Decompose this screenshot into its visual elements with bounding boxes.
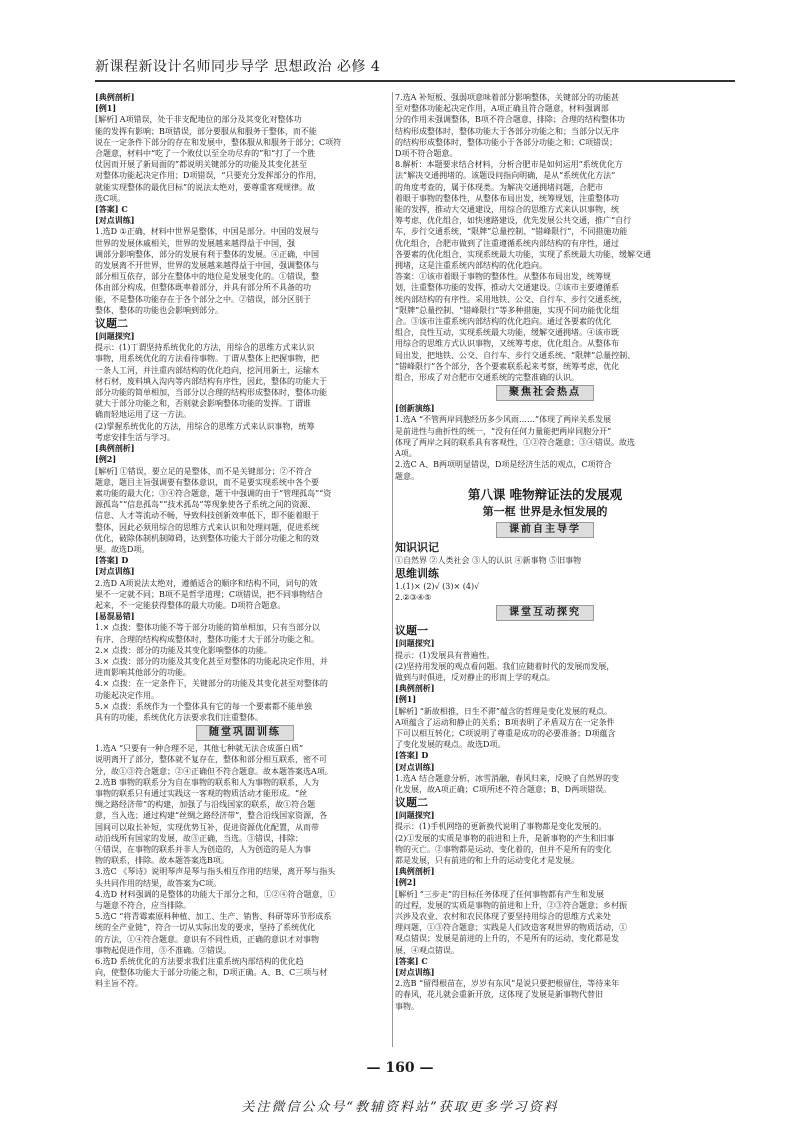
section-heading: 议题二 [95, 317, 128, 331]
label-line: [典例剖析] [395, 683, 435, 694]
text-line: 料主旨不符。 [95, 979, 143, 989]
text-line: 划，注重整体功能的发挥，推动大交通建设。②该市主要遵循系 [395, 283, 619, 293]
label-line: [问题探究] [395, 810, 435, 821]
text-line: 物的联系，排除。故本题答案选B项。 [95, 856, 229, 866]
text-line: 1.选A “只要有一种合理不足，其他七种就无法合成蛋白质” [95, 744, 304, 754]
text-line: (2)掌握系统优化的方法，用综合的思维方式来认识事物，统筹 [95, 421, 315, 431]
text-line: (2)①发展的实质是事物的前进和上升，是新事物的产生和旧事 [395, 833, 615, 843]
label-line: [创新演练] [395, 403, 435, 414]
text-line: (2)坚持用发展的观点看问题。我们应随着时代的发展而发展， [395, 661, 615, 671]
text-line: A项蕴含了运动和静止的关系；B项表明了矛盾双方在一定条件 [395, 717, 615, 727]
text-line: 素功能的最大化；③④符合题意，题干中强调的由于“管理孤岛”“资 [95, 488, 332, 498]
label-line: [典例剖析] [95, 443, 135, 454]
text-line: 8.解析：本题要求结合材料，分析合肥市是如何运用“系统优化方 [395, 160, 623, 170]
label-line: [典例剖析] [95, 92, 135, 102]
text-line: 1.(1)× (2)√ (3)× (4)√ [395, 581, 480, 591]
text-line: 果。故选D项。 [95, 544, 150, 554]
text-line: 1.选D ①正确，材料中世界是整体，中国是部分。中国的发展与 [95, 227, 319, 237]
text-line: 观点错误；发展是前进的上升的，不是所有的运动、变化都是发 [395, 934, 619, 944]
text-line: 3.选C 《琴诗》说明琴声是琴与指头相互作用的结果，离开琴与指头 [95, 867, 336, 877]
text-line: 说在一定条件下部分的存在和发展中，整体服从和服务于部分；C项符 [95, 137, 342, 147]
text-line: 部分相互依存，部分在整体中的地位是发展变化的。①错误，整 [95, 272, 319, 282]
text-line: D项不符合题意。 [395, 149, 458, 159]
label-line: [典例剖析] [395, 866, 435, 877]
text-line: 3.× 点拨：部分的功能及其变化甚至对整体的功能起决定作用，并 [95, 656, 328, 666]
text-line: 起来，不一定能获得整体的最大功能。D项符合题意。 [95, 600, 286, 610]
section-banner-label: 课堂互动探究 [496, 605, 594, 621]
text-line: 具有的功能，系统优化方法要求我们注重整体。 [95, 712, 263, 722]
text-line: 的过程，发展的实质是事物的前进和上升，②③符合题意；乡村振 [395, 900, 627, 910]
text-line: 2.选B “留得根苗在，岁岁有东风”是说只要把根留住，等待来年 [395, 979, 620, 989]
text-line: 统的全产业链”，符合一切从实际出发的要求，坚持了系统优化 [95, 923, 316, 933]
text-line: 进而影响其他部分的功能。 [95, 668, 191, 678]
text-line: 事物的联系只有通过实践这一客观的物质活动才能形成。“丝 [95, 788, 308, 798]
text-line: 4.× 点拨：在一定条件下，关键部分的功能及其变化甚至对整体的 [95, 679, 328, 689]
text-line: 的结构形成整体时，整体功能小于各部分功能之和；C项错误； [395, 137, 618, 147]
section-heading: 议题二 [395, 796, 428, 810]
label-line: [答案] C [395, 955, 428, 966]
section-heading: 思维训练 [395, 566, 439, 580]
text-line: 就能实现整体的最优目标”的说法太绝对，要尊重客观规律。故 [95, 182, 316, 192]
text-line: 确而轻地运用了这一方法。 [95, 410, 191, 420]
text-line: 合。③该市注重系统内部结构的优化趋向。通过各要素的优化 [395, 317, 611, 327]
text-line: [解析] “新故相推，日生不滞”蕴含的哲理是变化发展的观点。 [395, 706, 612, 716]
text-line: [解析] A项错误，处于非支配地位的部分及其变化对整体功 [95, 115, 302, 125]
text-line: 整体，因此必须用综合的思维方式来认识和处理问题，促进系统 [95, 522, 319, 532]
label-line: [答案] D [95, 555, 129, 566]
text-line: 调部分影响整体，部分的发展有利于整体的发展。④正确，中国 [95, 249, 319, 259]
running-header [95, 50, 735, 82]
text-line: 分，故①③符合题意；②④正确但不符合题意。故本题答案选A项。 [95, 766, 333, 776]
text-line: 6.选D 系统优化的方法要求我们注重系统内部结构的优化趋 [95, 957, 304, 967]
text-line: 5.选C “将青霉素原料种植、加工、生产、销售、科研等环节形成系 [95, 912, 332, 922]
text-line: 统内部结构的有序性。采用地铁、公交、自行车、步行交通系统， [395, 294, 627, 304]
text-line: 一条人工河，并注重内部结构的优化趋向，挖河用新土，运输木 [95, 365, 319, 375]
text-line: 1.× 点拨：整体功能不等于部分功能的简单相加，只有当部分以 [95, 623, 320, 633]
text-line: 事物起促进作用，③不准确。②错误。 [95, 945, 231, 955]
label-line: [对点训练] [395, 761, 435, 772]
text-line: 局出发，把地铁、公交、自行车、步行交通系统、“限牌”总量控制、 [395, 350, 636, 360]
section-banner [395, 605, 695, 621]
subchapter-title: 第一框 世界是永恒发展的 [482, 504, 608, 518]
text-line: 2.选C A、B两项明显错误，D项是经济生活的观点，C项符合 [395, 460, 612, 470]
text-line: 下可以相互转化；C项说明了尊重是成功的必要准备；D项蕴含 [395, 728, 616, 738]
text-line: 车，步行交通系统，“限牌”总量控制、“错峰限行”，不同措施功能 [395, 227, 628, 237]
right-column [395, 92, 695, 1012]
text-line: 题意。 [395, 471, 419, 481]
page-number: — 160 — [366, 1060, 434, 1076]
label-line: [例1] [395, 694, 417, 705]
label-line: [例2] [95, 454, 117, 465]
text-line: 展，④观点错误。 [395, 945, 459, 955]
label-line: [问题探究] [95, 331, 135, 342]
text-line: 提示：(1)手机网络的更新换代说明了事物都是变化发展的。 [395, 822, 607, 832]
text-line: 功能起决定作用。 [95, 690, 159, 700]
text-line: “错峰限行”各个部分，各个要素联系起来考察，统筹考虑，优化 [395, 361, 620, 371]
text-line: 2.选D A项说法太绝对，遵循适合的顺序和结构不同，词句的效 [95, 578, 318, 588]
text-line: 5.× 点拨：系统作为一个整体具有它的每一个要素都不能单独 [95, 701, 312, 711]
text-line: 组合，形成了对合肥市交通系统的完整准确的认识。 [395, 373, 579, 383]
text-line: 整体，整体的功能也会影响到部分。 [95, 305, 223, 315]
section-banner-label: 随堂巩固训练 [196, 725, 294, 741]
text-line: 就大于部分功能之和，否则就会影响整体功能的发挥。丁谓谁 [95, 399, 311, 409]
text-line: 拥堵，这是注重系统内部结构的优化趋向。 [395, 261, 547, 271]
label-line: [问题探究] [395, 638, 435, 649]
section-banner [395, 522, 695, 538]
text-line: 2.②③④⑤ [395, 593, 432, 603]
text-line: 了变化发展的观点。故选D项。 [395, 740, 506, 750]
text-line: 有序、合理的结构构成整体时，整体功能才大于部分功能之和。 [95, 634, 319, 644]
text-line: 合题意，材料中“吃了一个败仗以至全功尽弃的”和“打了一个胜 [95, 149, 316, 159]
left-column [95, 92, 395, 990]
section-banner-label: 聚焦社会热点 [496, 385, 594, 401]
text-line: 国间可以取长补短，实现优势互补，促进资源优化配置，从而带 [95, 822, 319, 832]
text-line: 着眼于事物的整体性，从整体布局出发，统筹规划，注重整体功 [395, 193, 619, 203]
text-line: 用综合的思维方式认识事物，又统筹考虑，优化组合。从整体布 [395, 339, 619, 349]
text-line: 题意，题目主旨强调要有整体意识，而不是要实现系统中各个要 [95, 477, 319, 487]
text-line: 对整体功能起决定作用；D项错误，“只要充分发挥部分的作用， [95, 171, 322, 181]
section-heading: 知识识记 [395, 540, 439, 554]
label-line: [对点训练] [95, 215, 135, 226]
text-line: 动沿线所有国家的发展，故③正确，当选。③错误，排除； [95, 833, 303, 843]
label-line: [易混易错] [95, 611, 135, 622]
text-line: 能的发挥，推动大交通建设，用综合的思维方式来认识事物，统 [395, 205, 619, 215]
text-line: 优化，破除体制机制障碍，达到整体功能大于部分功能之和的效 [95, 533, 319, 543]
text-line: 各要素的优化组合，实现系统最大功能，实现了系统最大功能，缓解交通 [395, 249, 651, 259]
text-line: 信息、人才等流动不畅，导致科技创新效率低下，即不能着眼于 [95, 511, 319, 521]
text-line: 意，当入选；通过构建“丝绸之路经济带”，整合沿线国家资源，各 [95, 811, 328, 821]
text-line: 7.选A 补短板、强弱项意味着部分影响整体，关键部分的功能甚 [395, 93, 619, 102]
text-line: 的角度考查的，属于体现类。为解决交通拥堵问题，合肥市 [395, 182, 603, 192]
text-line: 能的发挥有影响；B项错误，部分要服从和服务于整体，而不能 [95, 126, 317, 136]
label-line: [例2] [395, 877, 417, 888]
text-line: 选C项。 [95, 193, 126, 203]
text-line: 部分功能的简单相加，当部分以合理的结构形成整体时，整体功能 [95, 388, 327, 398]
text-line: 体由部分构成，但整体既率着部分，并具有部分所不具备的功 [95, 283, 311, 293]
text-line: 材石材，废料填入沟内等内部结构有序性，因此，整体的功能大于 [95, 376, 327, 386]
column-divider [392, 92, 393, 1047]
text-line: 组合，良性互动，实现系统最大功能，缓解交通拥堵。④该市既 [395, 328, 619, 338]
section-heading: 议题一 [395, 624, 428, 638]
text-line: 理问题，①③符合题意；实践是人们改造客观世界的物质活动，① [395, 923, 627, 933]
text-line: 源孤岛”“信息孤岛”“技术孤岛”等现象使各子系统之间的资源、 [95, 500, 316, 510]
text-line: 优化组合，合肥市做到了注重遵循系统内部结构的有序性，通过 [395, 238, 619, 248]
label-line: [对点训练] [95, 566, 135, 577]
footer-note: 关注微信公众号“教辅资料站”获取更多学习资料 [241, 1100, 559, 1115]
text-line: A项。 [395, 449, 417, 459]
text-line: ④错误，在事物的联系并非人为创造的，人为创造的是人为事 [95, 845, 311, 854]
text-line: 事物，用系统优化的方法看待事物。丁谓从整体上把握事物，把 [95, 354, 319, 364]
header-title: 新课程新设计名师同步导学 思想政治 必修 4 [95, 59, 381, 75]
text-line: 物的灭亡。②事物都是运动、变化着的，但并不是所有的变化 [395, 844, 611, 854]
text-line: 的发展离不开世界，世界的发展越来越得益于中国，强调整体与 [95, 261, 319, 271]
text-line: 4.选D 材料强调的是整体的功能大于部分之和，①②④符合题意，① [95, 889, 336, 899]
text-line: 结构形成整体时，整体功能大于各部分功能之和；当部分以无序 [395, 126, 619, 136]
text-line: 都是发展，只有前进的和上升的运动变化才是发展。 [395, 855, 579, 865]
text-line: 能，不是整体功能存在于各个部分之中。②错误，部分区别于 [95, 294, 311, 304]
text-line: 提示：(1)丁谓坚持系统优化的方法，用综合的思维方式来认识 [95, 343, 315, 353]
text-line: 1.选A “不管两岸同胞经历多少风雨……”体现了两岸关系发展 [395, 415, 612, 425]
chapter-title: 第八课 唯物辩证法的发展观 [467, 486, 623, 502]
text-line: 说明离开了部分，整体就不复存在，整体和部分相互联系，密不可 [95, 755, 327, 765]
text-line: 兴涉及农业、农村和农民体现了要坚持用综合的思维方式来处 [395, 911, 611, 921]
section-banner [395, 385, 695, 401]
label-line: [答案] D [395, 750, 429, 761]
label-line: [例1] [95, 103, 117, 114]
text-line: 的春风，花儿就会重新开放，这体现了发展是新事物代替旧 [395, 990, 603, 1000]
section-banner-label: 课前自主导学 [496, 522, 594, 538]
text-line: 绸之路经济带”的构建，加强了与沿线国家的联系，故①符合题 [95, 800, 316, 810]
section-banner [95, 725, 395, 741]
label-line: [对点训练] [395, 967, 435, 977]
text-line: 2.选B 事物的联系分为自在事物的联系和人为事物的联系，人为 [95, 777, 320, 787]
text-line: 果不一定就不同；B项不是哲学道理；C项错误，把不同事物结合 [95, 589, 323, 599]
text-line: 提示：(1)发展具有普遍性。 [395, 650, 495, 660]
text-line: 头共同作用的结果，故答案为C项。 [95, 878, 222, 888]
text-line: 筹考虑，优化组合，如快速路建设，优先发展公共交通，推广“自行 [395, 216, 632, 226]
text-line: 世界的发展休戚相关，世界的发展越来越得益于中国，强 [95, 238, 295, 248]
text-line: 与题意不符合，应当排除。 [95, 901, 191, 911]
text-line: 2.× 点拨：部分的功能及其变化影响整体的功能。 [95, 645, 272, 655]
text-line: 法”解决交通拥堵的。该题设问指向明确，是从“系统优化方法” [395, 171, 616, 181]
text-line: 体现了两岸之间的联系具有客观性，①②符合题意；③④错误。故选 [395, 437, 635, 447]
text-line: 至对整体功能起决定作用，A项正确且符合题意，材料强调部 [395, 104, 609, 114]
label-line: [答案] C [95, 204, 128, 215]
text-line: 考虑安排生活与学习。 [95, 432, 175, 442]
text-line: “限牌”总量控制、“错峰限行”等多种措施，实现不同功能优化组 [395, 305, 620, 315]
text-line: 的方法，①④符合题意。意识有不同性质，正确的意识才对事物 [95, 934, 319, 944]
text-line: 仗因而开展了新局面的”都说明关键部分的功能及其变化甚至 [95, 160, 308, 170]
text-line: ①自然界 ②人类社会 ③人的认识 ④新事物 ⑤旧事物 [395, 555, 582, 565]
text-line: 答案：①该市着眼于事物的整体性。从整体布局出发，统筹规 [395, 272, 611, 282]
text-line: 向，使整体功能大于部分功能之和，D项正确。A、B、C三项与材 [95, 968, 328, 978]
text-line: 化发展，故A项正确；C项所述不符合题意；B、D两项错误。 [395, 784, 612, 794]
text-line: 事物。 [395, 1001, 419, 1011]
text-line: 做到与时俱进，反对静止的形而上学的观点。 [395, 672, 555, 682]
text-line: [解析] “三步走”的目标任务体现了任何事物都有产生和发展 [395, 889, 604, 899]
text-line: [解析] ①错误，要立足的是整体，而不是关键部分；②不符合 [95, 466, 312, 476]
text-line: 分的作用未强调整体，B项不符合题意，排除；合理的结构整体功 [395, 115, 625, 125]
text-line: 1.选A 结合题意分析，冰雪消融，春风归来，反映了自然界的变 [395, 773, 619, 783]
text-line: 是前进性与曲折性的统一，“没有任何力量能把两岸同胞分开” [395, 426, 612, 436]
